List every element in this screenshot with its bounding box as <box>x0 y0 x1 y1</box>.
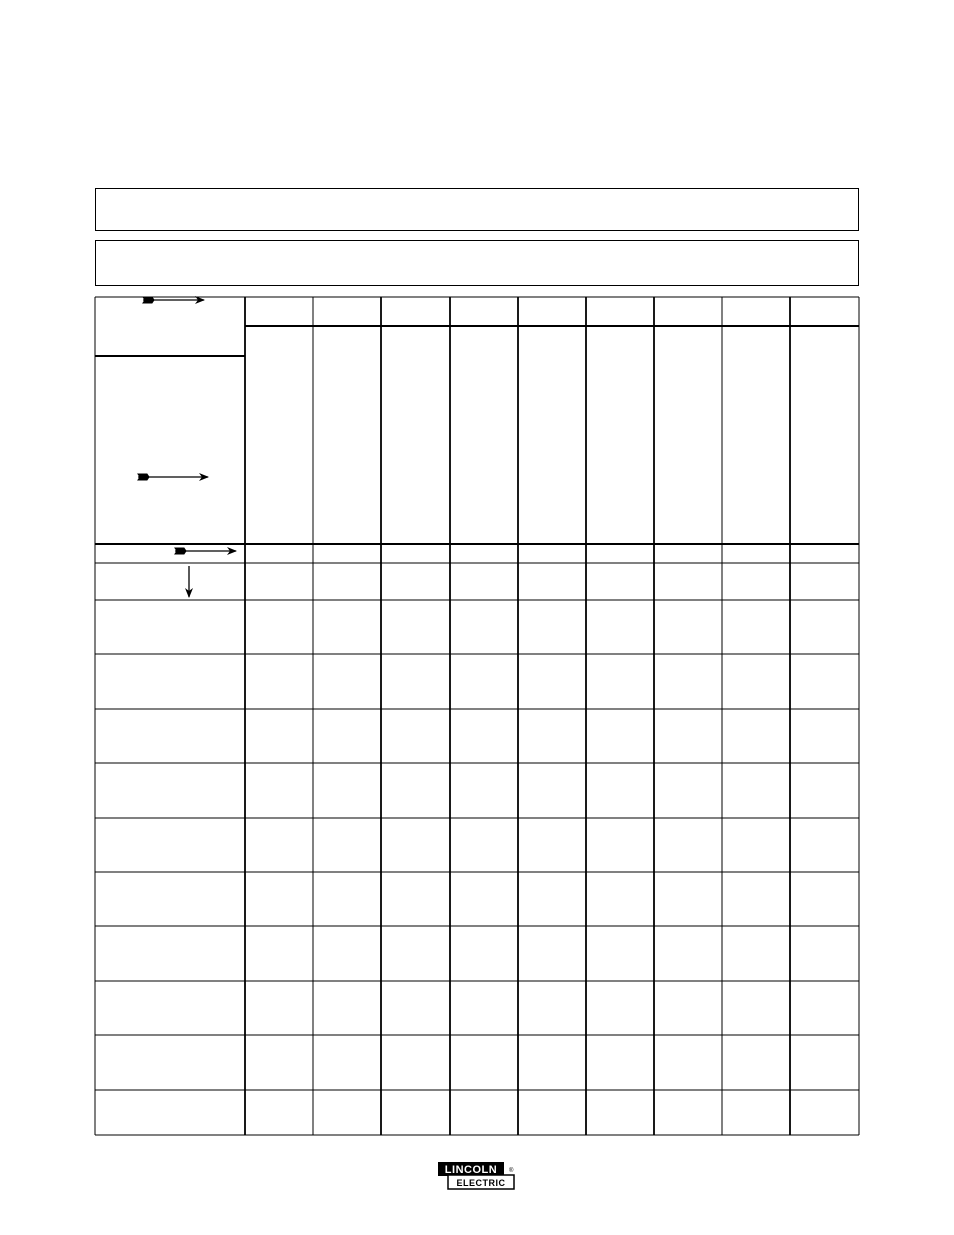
lincoln-electric-logo <box>437 1161 517 1191</box>
right-arrow-icon-tail <box>138 474 149 480</box>
logo-registered-mark: ® <box>509 1168 514 1174</box>
right-arrow-icon-tail <box>175 548 186 554</box>
logo-line-2: ELECTRIC <box>456 1178 506 1188</box>
right-arrow-icon-tail <box>143 297 154 303</box>
logo-line-1: LINCOLN <box>444 1164 498 1176</box>
